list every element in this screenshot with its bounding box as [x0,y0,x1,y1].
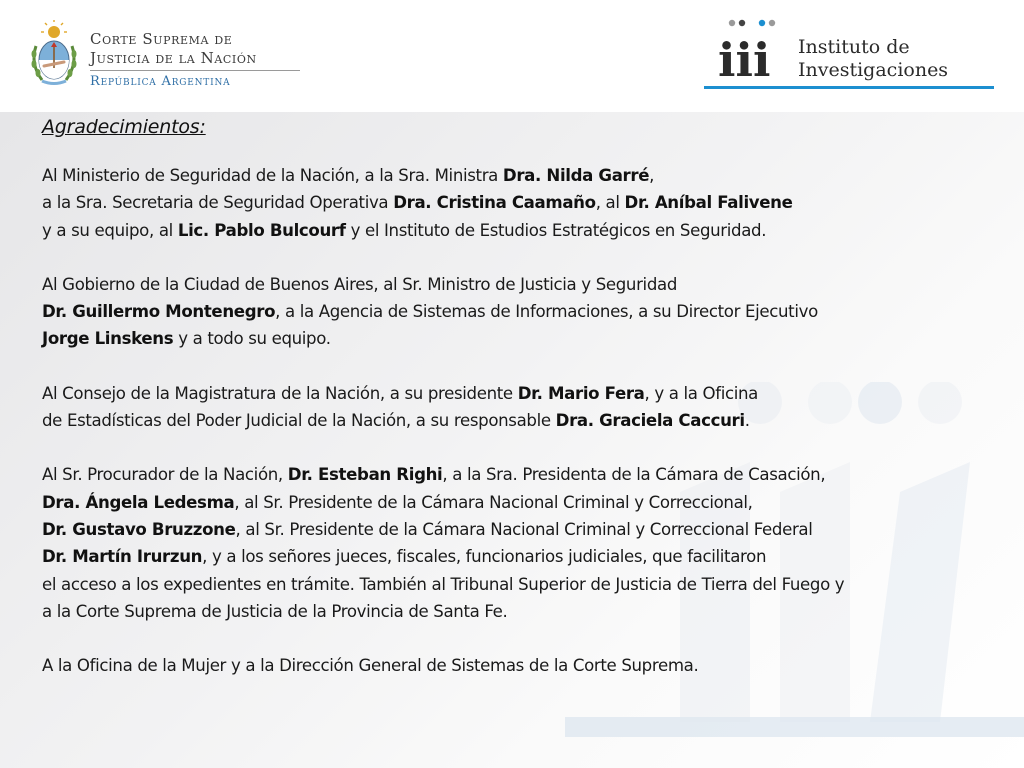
paragraph-text: , [649,166,655,185]
paragraph-text: Al Gobierno de la Ciudad de Buenos Aires, al Sr. Ministro de Justicia y Seguridad [42,274,678,294]
paragraph-text: y a su equipo, al [42,220,178,240]
paragraph-text: y a todo su equipo. [173,329,331,349]
instituto-mark-icon [716,18,786,82]
argentina-coat-of-arms-icon [28,20,80,92]
corte-suprema-line1: Corte Suprema de [90,30,233,48]
logo-divider [90,70,300,71]
paragraph-text: , al Sr. Presidente de la Cámara Nacional Criminal y Correccional Federal [235,519,813,539]
paragraph-text: , al [595,193,625,213]
person-name: Jorge Linskens [42,329,174,349]
person-name: Lic. Pablo Bulcourf [177,220,346,240]
acknowledgement-paragraph [42,271,992,353]
person-name: Dra. Graciela Caccuri [555,411,745,431]
paragraph-text: Al Ministerio de Seguridad de la Nación, a la Sra. Ministra [42,166,503,185]
person-name: Dr. Aníbal Falivene [624,193,793,213]
instituto-investigaciones-logo [704,18,996,92]
acknowledgements-content [42,112,992,706]
person-name: Dr. Guillermo Montenegro [42,302,276,322]
instituto-line2: Investigaciones [798,59,949,81]
acknowledgement-paragraph [42,652,992,679]
paragraph-text: de Estadísticas del Poder Judicial de la Nación, a su responsable [42,411,556,431]
republica-argentina-label: República Argentina [90,74,231,89]
paragraph-text: el acceso a los expedientes en trámite. También al Tribunal Superior de Justicia de Tierra del Fuego y [42,574,845,594]
paragraph-text: . [744,411,750,431]
acknowledgements-heading: Agradecimientos: [42,116,206,138]
paragraph-text: Al Sr. Procurador de la Nación, [42,465,288,485]
person-name: Dra. Ángela Ledesma [42,492,235,512]
paragraph-text: , y a la Oficina [644,383,759,403]
paragraph-text: A la Oficina de la Mujer y a la Dirección General de Sistemas de la Corte Suprema. [42,656,699,676]
paragraph-text: , a la Agencia de Sistemas de Informaciones, a su Director Ejecutivo [275,302,818,322]
paragraph-text: a la Sra. Secretaria de Seguridad Operativa [42,193,394,213]
instituto-mark-letters: iii [718,33,771,82]
corte-suprema-name [90,30,257,68]
acknowledgements-body [42,162,992,679]
paragraph-text: , al Sr. Presidente de la Cámara Nacional Criminal y Correccional, [234,492,753,512]
paragraph-text: y el Instituto de Estudios Estratégicos en Seguridad. [345,220,767,240]
corte-suprema-line2: Justicia de la Nación [90,49,257,67]
person-name: Dr. Martín Irurzun [42,547,203,567]
paragraph-text: , y a los señores jueces, fiscales, funcionarios judiciales, que facilitaron [202,547,767,567]
paragraph-text: Al Consejo de la Magistratura de la Nación, a su presidente [42,383,518,403]
person-name: Dr. Esteban Righi [287,465,443,485]
slide-header [0,0,1024,112]
paragraph-text: , a la Sra. Presidenta de la Cámara de Casación, [442,465,826,485]
instituto-name [798,36,948,82]
acknowledgement-paragraph [42,162,992,244]
acknowledgement-paragraph [42,461,992,625]
person-name: Dra. Cristina Caamaño [393,193,596,213]
paragraph-text: a la Corte Suprema de Justicia de la Provincia de Santa Fe. [42,601,508,621]
acknowledgement-paragraph [42,380,992,435]
person-name: Dr. Gustavo Bruzzone [42,519,236,539]
corte-suprema-logo [28,20,308,100]
decorative-band [565,717,1024,737]
instituto-underline [704,86,994,89]
person-name: Dr. Mario Fera [517,383,645,403]
instituto-line1: Instituto de [798,36,910,58]
person-name: Dra. Nilda Garré [502,166,650,185]
